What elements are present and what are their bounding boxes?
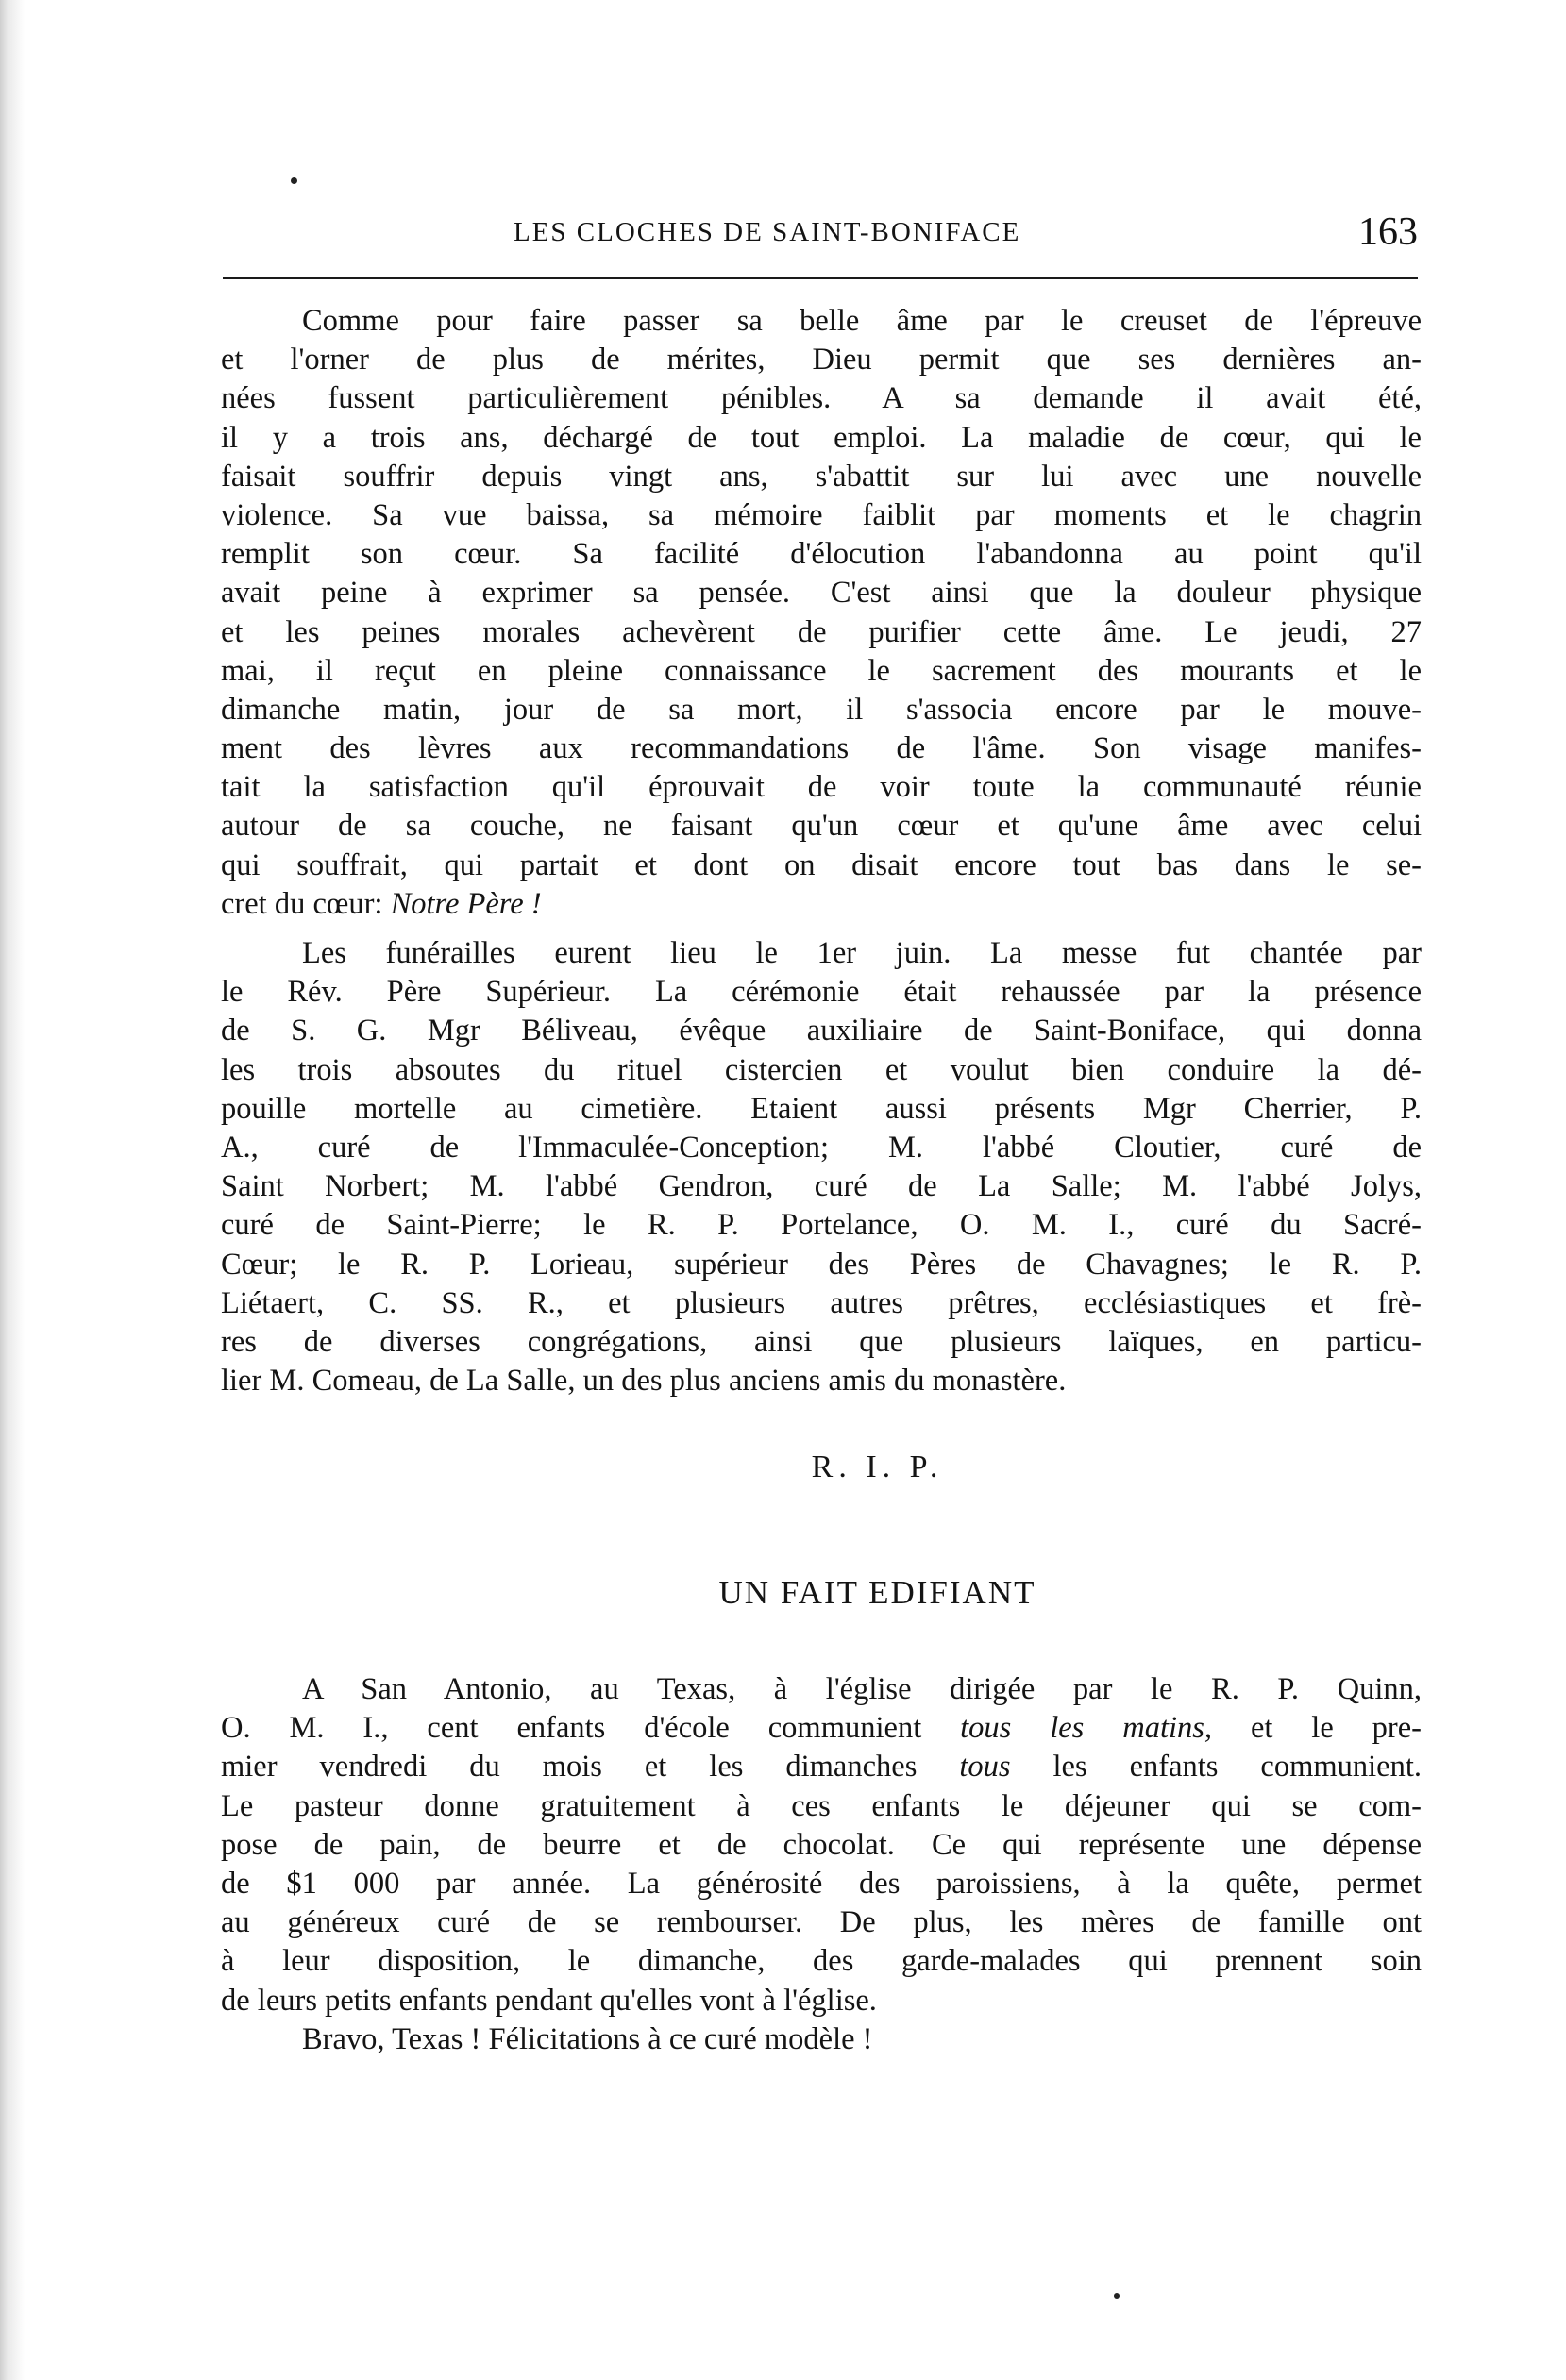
text-fragment: O. M. I., cent enfants d'école communient	[221, 1711, 961, 1746]
ink-speck	[291, 177, 297, 184]
running-header	[219, 210, 1418, 266]
text-line: les trois absoutes du rituel cistercien et voulut bien conduire la dé-	[221, 1052, 1422, 1087]
text-line: lier M. Comeau, de La Salle, un des plus anciens amis du monastère.	[221, 1364, 1067, 1399]
text-line: Le pasteur donne gratuitement à ces enfants le déjeuner qui se com-	[221, 1788, 1422, 1823]
italic-text: Notre Père !	[390, 886, 542, 921]
text-line: au généreux curé de se rembourser. De plus, les mères de famille ont	[221, 1905, 1422, 1940]
text-line: tait la satisfaction qu'il éprouvait de voir toute la communauté réunie	[221, 770, 1422, 805]
running-title: LES CLOCHES DE SAINT-BONIFACE	[514, 217, 1021, 247]
text-line: et les peines morales achevèrent de purifier cette âme. Le jeudi, 27	[221, 614, 1422, 649]
text-line: curé de Saint-Pierre; le R. P. Portelance, O. M. I., curé du Sacré-	[221, 1208, 1422, 1243]
text-line: violence. Sa vue baissa, sa mémoire faiblit par moments et le chagrin	[221, 497, 1422, 532]
text-line: et l'orner de plus de mérites, Dieu permit que ses dernières an-	[221, 343, 1422, 377]
text-line: Comme pour faire passer sa belle âme par le creuset de l'épreuve	[302, 304, 1422, 338]
text-fragment: cret du cœur:	[221, 886, 391, 921]
rip-line: R. I. P.	[811, 1450, 944, 1484]
header-rule	[223, 277, 1418, 279]
text-fragment: mier vendredi du mois et les dimanches	[221, 1750, 960, 1785]
text-fragment: et le pre-	[1212, 1711, 1422, 1746]
text-line: de S. G. Mgr Béliveau, évêque auxiliaire de Saint-Boniface, qui donna	[221, 1014, 1422, 1048]
closing-line: Bravo, Texas ! Félicitations à ce curé modèle !	[302, 2021, 873, 2056]
text-line: ment des lèvres aux recommandations de l'âme. Son visage manifes-	[221, 731, 1422, 766]
text-line: qui souffrait, qui partait et dont on disait encore tout bas dans le se-	[221, 847, 1422, 882]
text-line: pose de pain, de beurre et de chocolat. Ce qui représente une dépense	[221, 1827, 1422, 1862]
paragraph-san-antonio	[221, 1670, 1422, 2059]
text-line: mai, il reçut en pleine connaissance le sacrement des mourants et le	[221, 653, 1422, 688]
text-line: faisait souffrir depuis vingt ans, s'abattit sur lui avec une nouvelle	[221, 459, 1422, 494]
text-line: de $1 000 par année. La générosité des paroissiens, à la quête, permet	[221, 1866, 1422, 1901]
text-line: le Rév. Père Supérieur. La cérémonie était rehaussée par la présence	[221, 975, 1422, 1010]
paragraph-obituary-final-years	[221, 302, 1422, 924]
ink-speck	[1114, 2293, 1120, 2299]
text-line: Liétaert, C. SS. R., et plusieurs autres prêtres, ecclésiastiques et frè-	[221, 1285, 1422, 1320]
italic-text: tous les matins,	[960, 1711, 1213, 1746]
text-line: A San Antonio, au Texas, à l'église dirigée par le R. P. Quinn,	[302, 1672, 1422, 1706]
text-line: autour de sa couche, ne faisant qu'un cœur et qu'une âme avec celui	[221, 809, 1422, 844]
text-line: dimanche matin, jour de sa mort, il s'associa encore par le mouve-	[221, 692, 1422, 727]
text-line: nées fussent particulièrement pénibles. A sa demande il avait été,	[221, 381, 1422, 416]
text-line	[221, 885, 1422, 924]
text-line: il y a trois ans, déchargé de tout emploi. La maladie de cœur, qui le	[221, 420, 1422, 455]
text-line: de leurs petits enfants pendant qu'elles vont à l'église.	[221, 1983, 877, 2018]
text-line: res de diverses congrégations, ainsi que plusieurs laïques, en particu-	[221, 1324, 1422, 1359]
text-line: Saint Norbert; M. l'abbé Gendron, curé de La Salle; M. l'abbé Jolys,	[221, 1169, 1422, 1204]
text-line: pouille mortelle au cimetière. Etaient aussi présents Mgr Cherrier, P.	[221, 1091, 1422, 1126]
text-line: A., curé de l'Immaculée-Conception; M. l'abbé Cloutier, curé de	[221, 1130, 1422, 1165]
text-line: Les funérailles eurent lieu le 1er juin. La messe fut chantée par	[302, 936, 1422, 970]
text-fragment: les enfants communient.	[1010, 1750, 1422, 1785]
page-number: 163	[1358, 210, 1418, 254]
text-line: à leur disposition, le dimanche, des garde-malades qui prennent soin	[221, 1944, 1422, 1979]
text-line: avait peine à exprimer sa pensée. C'est ainsi que la douleur physique	[221, 576, 1422, 611]
page-edge-shadow	[0, 0, 25, 2380]
italic-text: tous	[959, 1750, 1011, 1785]
text-line: remplit son cœur. Sa facilité d'élocution l'abandonna au point qu'il	[221, 537, 1422, 572]
text-line	[221, 1709, 1422, 1748]
paragraph-funeral	[221, 934, 1422, 1400]
section-title: UN FAIT EDIFIANT	[718, 1574, 1036, 1611]
text-line	[221, 1748, 1422, 1786]
text-line: Cœur; le R. P. Lorieau, supérieur des Pères de Chavagnes; le R. P.	[221, 1247, 1422, 1282]
